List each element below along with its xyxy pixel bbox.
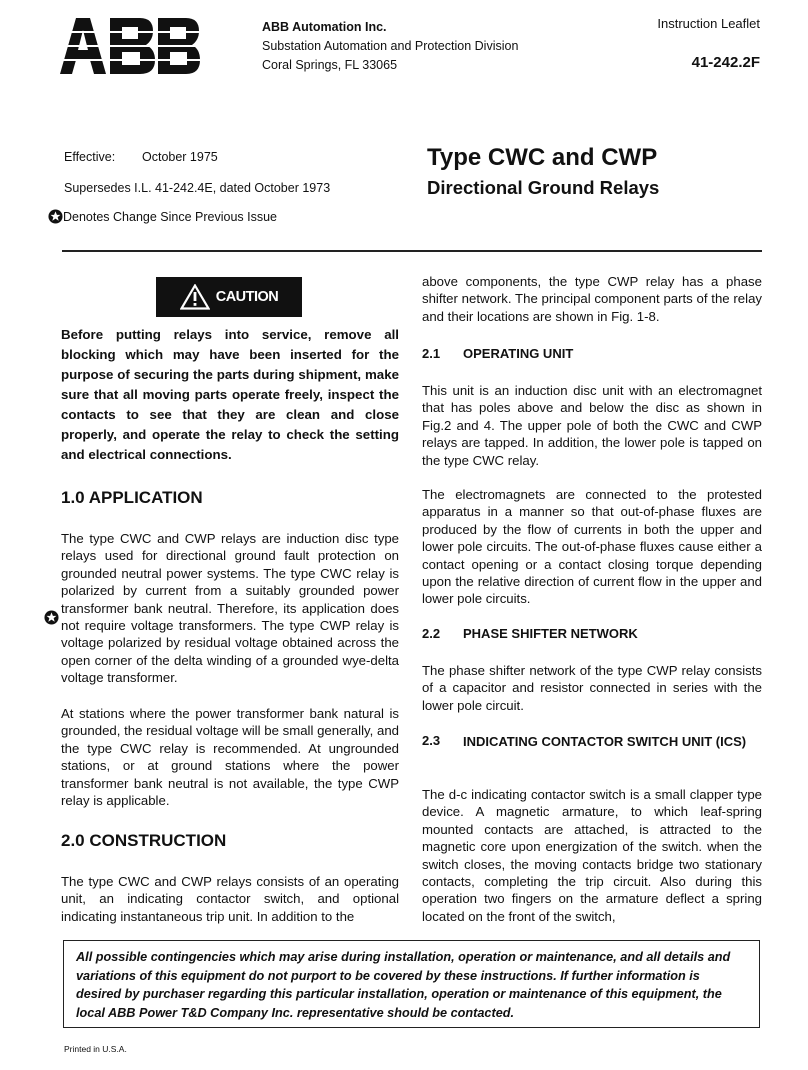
header-rule (62, 250, 762, 252)
operating-unit-paragraph-1: This unit is an induction disc unit with an electromagnet that has poles above and below the disc as shown in Fig.2 and 4. The upper pole of both the CWC and CWP relays are tapped. In addition, the lower pole is tapped on the type CWC relay. (422, 383, 762, 468)
change-note-text: Denotes Change Since Previous Issue (63, 209, 278, 224)
heading-operating-unit (422, 346, 762, 361)
title-sub: Directional Ground Relays (427, 177, 660, 198)
section-title: PHASE SHIFTER NETWORK (463, 626, 638, 641)
section-title: OPERATING UNIT (463, 346, 574, 361)
company-name: ABB Automation Inc. (262, 20, 387, 34)
section-number: 2.1 (422, 346, 441, 361)
abb-logo (60, 18, 200, 74)
caution-text: Before putting relays into service, remove all blocking which may have been inserted for the purpose of securing the parts during shipment, make sure that all moving parts operate freely, inspect the contacts to see that they are clean and close properly, and operate the relay to check the setting and electrical connections. (61, 327, 399, 462)
title-main: Type CWC and CWP (427, 144, 658, 171)
doc-number: 41-242.2F (691, 54, 760, 71)
effective-date: October 1975 (142, 150, 218, 164)
heading-phase-shifter (422, 626, 762, 641)
supersedes-line: Supersedes I.L. 41-242.4E, dated October 1973 (64, 181, 331, 195)
application-paragraph-2: At stations where the power transformer bank natural is grounded, the residual voltage will be small generally, and the type CWC relay is recommended. At ungrounded stations, or at ground stations where the power transformer bank neutral is not available, the type CWP relay is applicable. (61, 706, 399, 809)
caution-label: CAUTION (215, 289, 279, 305)
effective-line (64, 150, 218, 164)
division: Substation Automation and Protection Division (262, 39, 519, 53)
warning-triangle-icon (180, 284, 210, 310)
company-block (262, 18, 518, 75)
construction-paragraph-cont: above components, the type CWP relay has a phase shifter network. The principal component parts of the relay and their locations are shown in Fig. 1-8. (422, 274, 762, 324)
change-star-icon (48, 209, 63, 224)
heading-ics (422, 733, 762, 751)
construction-paragraph-1: The type CWC and CWP relays consists of an operating unit, an indicating contactor switch, and optional indicating instantaneous trip unit. In addition to the (61, 874, 399, 924)
operating-unit-paragraph-2: The electromagnets are connected to the protested apparatus in a manner so that out-of-phase fluxes are produced by the flow of currents in both the upper and lower pole circuits. The out-of-phase fluxes cause either a contact opening or a contact closing torque depending upon the relative direction of current flow in the upper and lower pole circuits. (422, 487, 762, 607)
printed-note: Printed in U.S.A. (64, 1044, 127, 1054)
doc-type: Instruction Leaflet (657, 16, 760, 31)
phase-shifter-paragraph-1: The phase shifter network of the type CWP relay consists of a capacitor and resistor connected in series with the lower pole circuit. (422, 663, 762, 713)
caution-banner (156, 277, 302, 317)
section-number: 2.2 (422, 626, 441, 641)
location: Coral Springs, FL 33065 (262, 58, 398, 72)
application-paragraph-1: The type CWC and CWP relays are induction disc type relays used for directional ground fault protection on grounded neutral power systems. The type CWC relay is polarized by current from a suitably grounded power transformer bank neutral. Therefore, its application does not require voltage transformers. The type CWP relay is voltage polarized by residual voltage obtained across the open corner of the delta winding of a grounded wye-delta voltage transformer. (61, 531, 399, 686)
heading-application: 1.0 APPLICATION (61, 488, 203, 507)
heading-construction: 2.0 CONSTRUCTION (61, 831, 227, 850)
section-number: 2.3 (422, 733, 441, 748)
change-star-icon (44, 610, 59, 625)
disclaimer-box: All possible contingencies which may arise during installation, operation or maintenance, and all details and variations of this equipment do not purport to be covered by these instructions. If further information is desired by purchaser regarding this particular installation, operation or maintenance of this equipment, the local ABB Power T&D Company Inc. representative should be contacted. (63, 940, 760, 1028)
effective-label: Effective: (64, 150, 116, 164)
change-note (48, 209, 277, 224)
ics-paragraph-1: The d-c indicating contactor switch is a small clapper type device. A magnetic armature, to which leaf-spring mounted contacts are attached, is attracted to the magnetic core upon energization of the switch. when the switch closes, the moving contacts bridge two stationary contacts, completing the trip circuit. Also during this operation two fingers on the armature deflect a spring located on the front of the switch, (422, 787, 762, 924)
section-title: INDICATING CONTACTOR SWITCH UNIT (ICS) (463, 734, 747, 749)
